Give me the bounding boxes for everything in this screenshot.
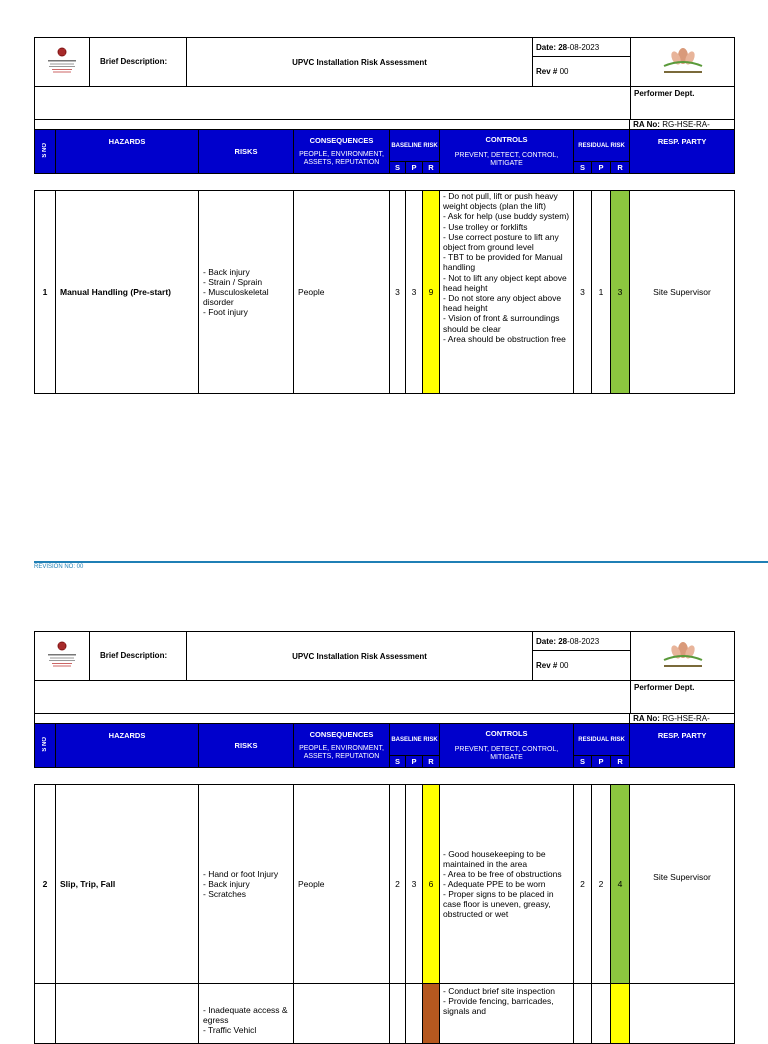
risks-header: RISKS: [199, 130, 294, 174]
risks-cell: - Back injury - Strain / Sprain - Musculoskeletal disorder - Foot injury: [199, 191, 294, 394]
residual-p-cell: [592, 984, 611, 1044]
consequences-header: CONSEQUENCES PEOPLE, ENVIRONMENT, ASSETS, REPUTATION: [294, 724, 390, 768]
date-field: Date: 28-08-2023: [533, 38, 631, 57]
resp-party-cell: Site Supervisor: [630, 785, 735, 984]
baseline-p: P: [406, 756, 423, 768]
risks-header: RISKS: [199, 724, 294, 768]
residual-r-cell: [611, 984, 630, 1044]
baseline-s-cell: [390, 984, 406, 1044]
column-header-table: [34, 119, 735, 174]
residual-risk-header: RESIDUAL RISK: [574, 724, 630, 756]
row-number: [35, 984, 56, 1044]
revision-footer: REVISION NO: 00: [34, 564, 84, 570]
performer-dept: Performer Dept.: [631, 87, 735, 120]
residual-risk-header: RESIDUAL RISK: [574, 130, 630, 162]
residual-r: R: [611, 756, 630, 768]
residual-p-cell: 2: [592, 785, 611, 984]
header-table-2: [34, 631, 735, 714]
hazard-cell: [56, 984, 199, 1044]
hazard-cell: Manual Handling (Pre-start): [56, 191, 199, 394]
risk-table-1: [34, 190, 735, 394]
residual-p: P: [592, 162, 611, 174]
resp-party-cell: Site Supervisor: [630, 191, 735, 394]
revision-field: Rev # 00: [533, 651, 631, 681]
baseline-r: R: [423, 756, 440, 768]
row-number: 1: [35, 191, 56, 394]
residual-p: P: [592, 756, 611, 768]
resp-party-header: RESP. PARTY: [630, 130, 735, 174]
residual-s-cell: 2: [574, 785, 592, 984]
company-logo: [631, 38, 735, 87]
baseline-s: S: [390, 162, 406, 174]
flower-logo-icon: [658, 44, 708, 80]
table-row: [35, 191, 735, 394]
baseline-r-cell: 6: [423, 785, 440, 984]
brief-description-label: Brief Description:: [90, 632, 187, 681]
page-1: [34, 37, 734, 394]
document-title: UPVC Installation Risk Assessment: [187, 632, 533, 681]
consequence-cell: People: [294, 191, 390, 394]
header-table: [34, 37, 735, 120]
description-blank: [35, 87, 631, 120]
baseline-r: R: [423, 162, 440, 174]
document-title: UPVC Installation Risk Assessment: [187, 38, 533, 87]
hazard-cell: Slip, Trip, Fall: [56, 785, 199, 984]
baseline-risk-header: BASELINE RISK: [390, 724, 440, 756]
baseline-r-cell: [423, 984, 440, 1044]
risks-cell: - Hand or foot Injury - Back injury - Scratches: [199, 785, 294, 984]
baseline-s: S: [390, 756, 406, 768]
residual-s-cell: 3: [574, 191, 592, 394]
consequences-header: CONSEQUENCES PEOPLE, ENVIRONMENT, ASSETS, REPUTATION: [294, 130, 390, 174]
baseline-s-cell: 3: [390, 191, 406, 394]
table-row: [35, 984, 735, 1044]
hazards-header: HAZARDS: [56, 130, 199, 174]
controls-cell: - Conduct brief site inspection - Provide fencing, barricades, signals and: [440, 984, 574, 1044]
baseline-risk-header: BASELINE RISK: [390, 130, 440, 162]
baseline-p-cell: 3: [406, 785, 423, 984]
hazards-header: HAZARDS: [56, 724, 199, 768]
column-header-table-2: [34, 713, 735, 768]
page-2: [34, 631, 734, 1044]
resp-party-header: RESP. PARTY: [630, 724, 735, 768]
flower-logo-icon: [658, 638, 708, 674]
revision-field: Rev # 00: [533, 57, 631, 87]
resp-party-cell: [630, 984, 735, 1044]
government-logo: [35, 38, 90, 87]
sno-header: S NO: [35, 724, 56, 768]
baseline-p-cell: 3: [406, 191, 423, 394]
brief-description-label: Brief Description:: [90, 38, 187, 87]
risk-table-2: [34, 784, 735, 1044]
controls-cell: - Good housekeeping to be maintained in the area - Area to be free of obstructions - Adequate PPE to be worn - Proper signs to be placed in case floor is uneven, greasy, obstructed or wet: [440, 785, 574, 984]
residual-s: S: [574, 162, 592, 174]
baseline-p-cell: [406, 984, 423, 1044]
residual-r-cell: 4: [611, 785, 630, 984]
government-logo: [35, 632, 90, 681]
residual-s-cell: [574, 984, 592, 1044]
risks-cell: - Inadequate access & egress - Traffic Vehicl: [199, 984, 294, 1044]
row-number: 2: [35, 785, 56, 984]
residual-s: S: [574, 756, 592, 768]
ra-number: RA No: RG-HSE-RA-: [630, 119, 735, 130]
consequence-cell: [294, 984, 390, 1044]
baseline-s-cell: 2: [390, 785, 406, 984]
company-logo: [631, 632, 735, 681]
date-field: Date: 28-08-2023: [533, 632, 631, 651]
emblem-icon: [44, 45, 80, 79]
emblem-icon: [44, 639, 80, 673]
consequence-cell: People: [294, 785, 390, 984]
baseline-p: P: [406, 162, 423, 174]
residual-p-cell: 1: [592, 191, 611, 394]
residual-r: R: [611, 162, 630, 174]
controls-header: CONTROLS PREVENT, DETECT, CONTROL, MITIGATE: [440, 130, 574, 174]
baseline-r-cell: 9: [423, 191, 440, 394]
controls-cell: - Do not pull, lift or push heavy weight objects (plan the lift) - Ask for help (use buddy system) - Use trolley or forklifts - Use correct posture to lift any object from ground level - TBT to be provided for Manual handling - Not to lift any object kept above head height - Do not store any object above head height - Vision of front & surroundings should be clear - Area should be obstruction free: [440, 191, 574, 394]
residual-r-cell: 3: [611, 191, 630, 394]
sno-header: S NO: [35, 130, 56, 174]
description-blank: [35, 681, 631, 714]
controls-header: CONTROLS PREVENT, DETECT, CONTROL, MITIGATE: [440, 724, 574, 768]
performer-dept: Performer Dept.: [631, 681, 735, 714]
revision-divider: [34, 561, 768, 563]
ra-number: RA No: RG-HSE-RA-: [630, 713, 735, 724]
table-row: [35, 785, 735, 984]
